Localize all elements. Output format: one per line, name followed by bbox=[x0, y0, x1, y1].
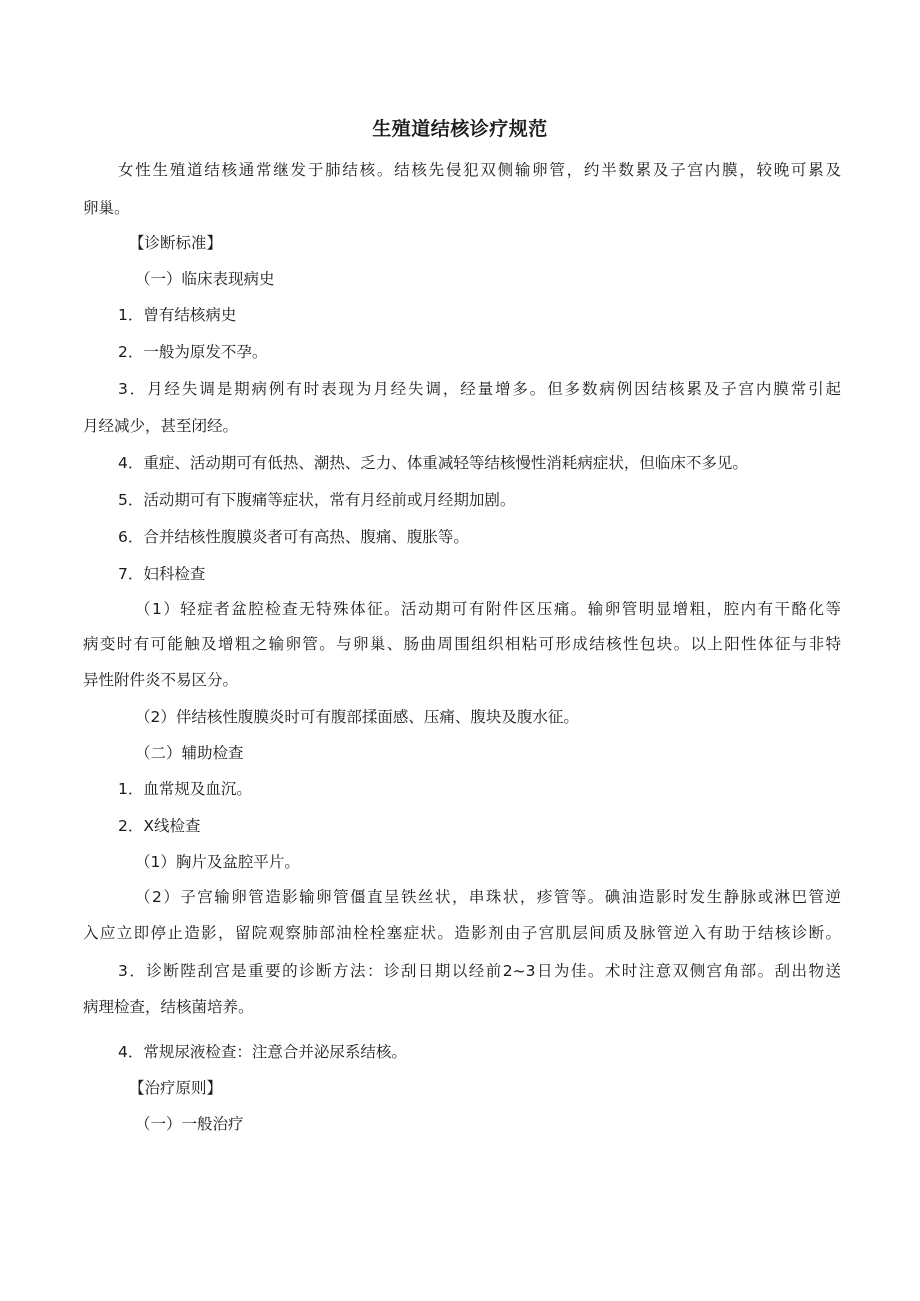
list-item: 1．曾有结核病史 bbox=[118, 306, 237, 324]
sub-item: （1）胸片及盆腔平片。 bbox=[135, 853, 300, 871]
subsection-header-auxiliary: （二）辅助检查 bbox=[135, 744, 244, 762]
list-item: 4．常规尿液检查：注意合并泌尿系结核。 bbox=[118, 1043, 407, 1061]
sub-item: （1）轻症者盆腔检查无特殊体征。活动期可有附件区压痛。输卵管明显增粗，腔内有干酪化等 bbox=[135, 600, 841, 618]
sub-item-continuation: 病变时有可能触及增粗之输卵管。与卵巢、肠曲周围组织相粘可形成结核性包块。以上阳性体征与非特 bbox=[83, 635, 841, 653]
list-item: 6．合并结核性腹膜炎者可有高热、腹痛、腹胀等。 bbox=[118, 528, 469, 546]
list-item: 2．X线检查 bbox=[118, 817, 201, 835]
section-header-diagnosis: 【诊断标准】 bbox=[129, 234, 223, 252]
sub-item-continuation: 异性附件炎不易区分。 bbox=[83, 671, 239, 689]
sub-item: （2）伴结核性腹膜炎时可有腹部揉面感、压痛、腹块及腹水征。 bbox=[135, 708, 579, 726]
intro-line: 女性生殖道结核通常继发于肺结核。结核先侵犯双侧输卵管，约半数累及子宫内膜，较晚可累及 bbox=[118, 161, 841, 179]
list-item-continuation: 病理检查，结核菌培养。 bbox=[83, 998, 254, 1016]
sub-item: （2）子宫输卵管造影输卵管僵直呈铁丝状，串珠状，疹管等。碘油造影时发生静脉或淋巴管逆 bbox=[135, 888, 841, 906]
subsection-header-clinical: （一）临床表现病史 bbox=[135, 270, 275, 288]
list-item: 1．血常规及血沉。 bbox=[118, 780, 252, 798]
document-title: 生殖道结核诊疗规范 bbox=[372, 118, 548, 140]
list-item: 5．活动期可有下腹痛等症状，常有月经前或月经期加剧。 bbox=[118, 491, 516, 509]
intro-line: 卵巢。 bbox=[83, 199, 130, 217]
section-header-treatment: 【治疗原则】 bbox=[129, 1079, 223, 1097]
list-item: 2．一般为原发不孕。 bbox=[118, 343, 268, 361]
list-item: 7．妇科检查 bbox=[118, 565, 206, 583]
sub-item-continuation: 入应立即停止造影，留院观察肺部油栓栓塞症状。造影剂由子宫肌层间质及脉管逆入有助于结核诊断。 bbox=[83, 924, 841, 942]
list-item: 3．诊断陛刮宫是重要的诊断方法：诊刮日期以经前2~3日为佳。术时注意双侧宫角部。刮出物送 bbox=[118, 962, 841, 980]
subsection-header-general: （一）一般治疗 bbox=[135, 1115, 244, 1133]
list-item-continuation: 月经减少，甚至闭经。 bbox=[83, 417, 239, 435]
list-item: 4．重症、活动期可有低热、潮热、乏力、体重减轻等结核慢性消耗病症状，但临床不多见。 bbox=[118, 454, 748, 472]
list-item: 3．月经失调是期病例有时表现为月经失调，经量增多。但多数病例因结核累及子宫内膜常引起 bbox=[118, 380, 841, 398]
